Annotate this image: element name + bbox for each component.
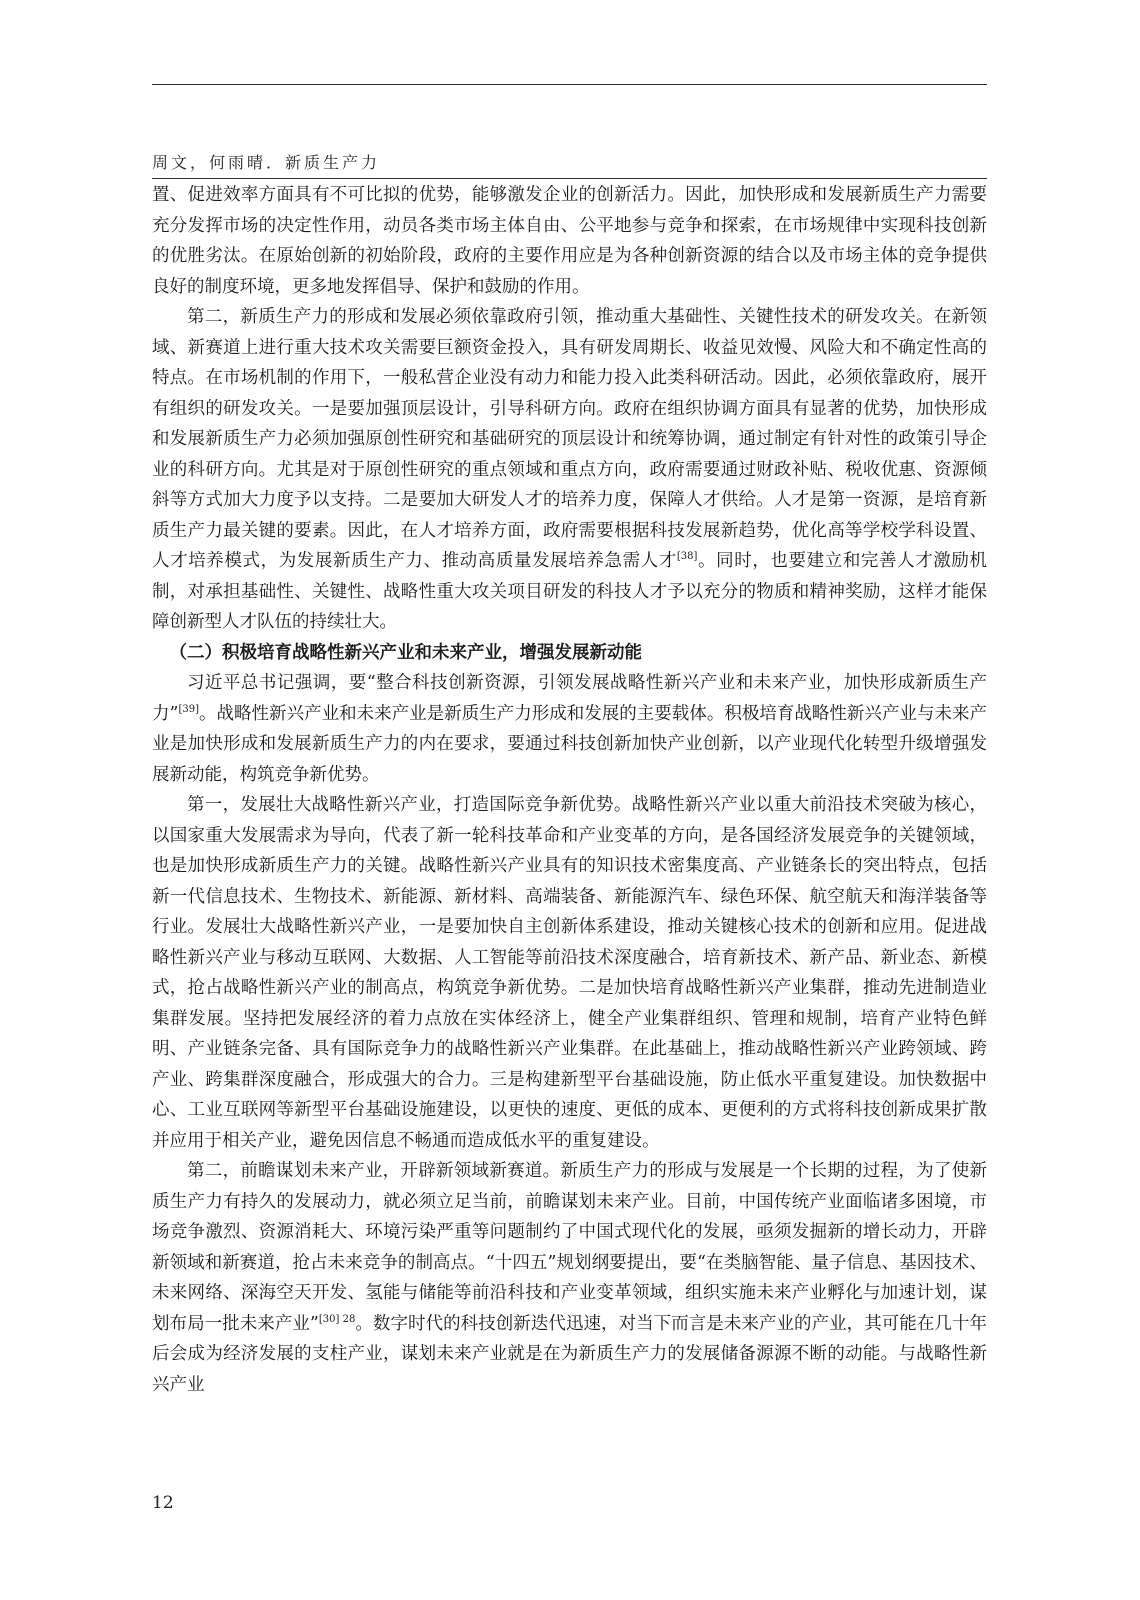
citation-marker: [38] [676,551,698,563]
citation-marker: [30] 28 [318,1313,356,1325]
running-header: 周文，何雨晴．新质生产力 [152,153,381,172]
citation-marker: [39] [178,703,199,715]
paragraph-text: 。同时，也要建立和完善人才激励机制，对承担基础性、关键性、战略性重大攻关项目研发的科技人才予以充分的物质和精神奖励，这样才能保障创新型人才队伍的持续壮大。 [152,551,988,632]
paragraph-text: 第二，前瞻谋划未来产业，开辟新领域新赛道。新质生产力的形成与发展是一个长期的过程，为了使新质生产力有持久的发展动力，就必须立足当前，前瞻谋划未来产业。目前，中国传统产业面临诸多困境，市场竞争激烈、资源消耗大、环境污染严重等问题制约了中国式现代化的发展，亟须发掘新的增长动力，开辟新领域和新赛道，抢占未来竞争的制高点。“十四五”规划纲要提出，要“在类脑智能、量子信息、基因技术、未来网络、深海空天开发、氢能与储能等前沿科技和产业变革领域，组织实施未来产业孵化与加速计划，谋划布局一批未来产业” [152,1161,987,1334]
top-rule [152,84,987,85]
page-number: 12 [152,1493,174,1513]
paragraph-text: 习近平总书记强调，要“整合科技创新资源，引领发展战略性新兴产业和未来产业，加快形成新质生产力” [152,673,987,724]
paragraph-continued: 置、促进效率方面具有不可比拟的优势，能够激发企业的创新活力。因此，加快形成和发展新质生产力需要充分发挥市场的决定性作用，动员各类市场主体自由、公平地参与竞争和探索，在市场规律中实现科技创新的优胜劣汰。在原始创新的初始阶段，政府的主要作用应是为各种创新资源的结合以及市场主体的竞争提供良好的制度环境，更多地发挥倡导、保护和鼓励的作用。 [152,185,987,297]
paragraph-government-guidance [152,302,987,638]
paragraph-text: 第二，新质生产力的形成和发展必须依靠政府引领，推动重大基础性、关键性技术的研发攻关。在新领域、新赛道上进行重大技术攻关需要巨额资金投入，具有研发周期长、收益见效慢、风险大和不确定性高的特点。在市场机制的作用下，一般私营企业没有动力和能力投入此类科研活动。因此，必须依靠政府，展开有组织的研发攻关。一是要加强顶层设计，引导科研方向。政府在组织协调方面具有显著的优势，加快形成和发展新质生产力必须加强原创性研究和基础研究的顶层设计和统筹协调，通过制定有针对性的政策引导企业的科研方向。尤其是对于原创性研究的重点领域和重点方向，政府需要通过财政补贴、税收优惠、资源倾斜等方式加大力度予以支持。二是要加大研发人才的培养力度，保障人才供给。人才是第一资源，是培育新质生产力最关键的要素。因此，在人才培养方面，政府需要根据科技发展新趋势，优化高等学校学科设置、人才培养模式，为发展新质生产力、推动高质量发展培养急需人才 [152,307,987,571]
paragraph-future-industries [152,1156,987,1400]
paragraph-text: 。数字时代的科技创新迭代迅速，对当下而言是未来产业的产业，其可能在几十年后会成为经济发展的支柱产业，谋划未来产业就是在为新质生产力的发展储备源源不断的动能。与战略性新兴产业 [152,1313,987,1395]
section-heading: （二）积极培育战略性新兴产业和未来产业，增强发展新动能 [169,642,642,663]
body-text [152,180,987,1400]
header-rule [152,178,987,179]
paragraph-strategic-industries: 第一，发展壮大战略性新兴产业，打造国际竞争新优势。战略性新兴产业以重大前沿技术突破为核心，以国家重大发展需求为导向，代表了新一轮科技革命和产业变革的方向，是各国经济发展竞争的关键领域，也是加快形成新质生产力的关键。战略性新兴产业具有的知识技术密集度高、产业链条长的突出特点，包括新一代信息技术、生物技术、新能源、新材料、高端装备、新能源汽车、绿色环保、航空航天和海洋装备等行业。发展壮大战略性新兴产业，一是要加快自主创新体系建设，推动关键核心技术的创新和应用。促进战略性新兴产业与移动互联网、大数据、人工智能等前沿技术深度融合，培育新技术、新产品、新业态、新模式，抢占战略性新兴产业的制高点，构筑竞争新优势。二是加快培育战略性新兴产业集群，推动先进制造业集群发展。坚持把发展经济的着力点放在实体经济上，健全产业集群组织、管理和规制，培育产业特色鲜明、产业链条完备、具有国际竞争力的战略性新兴产业集群。在此基础上，推动战略性新兴产业跨领域、跨产业、跨集群深度融合，形成强大的合力。三是构建新型平台基础设施，防止低水平重复建设。加快数据中心、工业互联网等新型平台基础设施建设，以更快的速度、更低的成本、更便利的方式将科技创新成果扩散并应用于相关产业，避免因信息不畅通而造成低水平的重复建设。 [152,795,987,1151]
paragraph-text: 。战略性新兴产业和未来产业是新质生产力形成和发展的主要载体。积极培育战略性新兴产业与未来产业是加快形成和发展新质生产力的内在要求，要通过科技创新加快产业创新，以产业现代化转型升级增强发展新动能，构筑竞争新优势。 [152,703,988,785]
paragraph-xi-quote [152,668,987,790]
